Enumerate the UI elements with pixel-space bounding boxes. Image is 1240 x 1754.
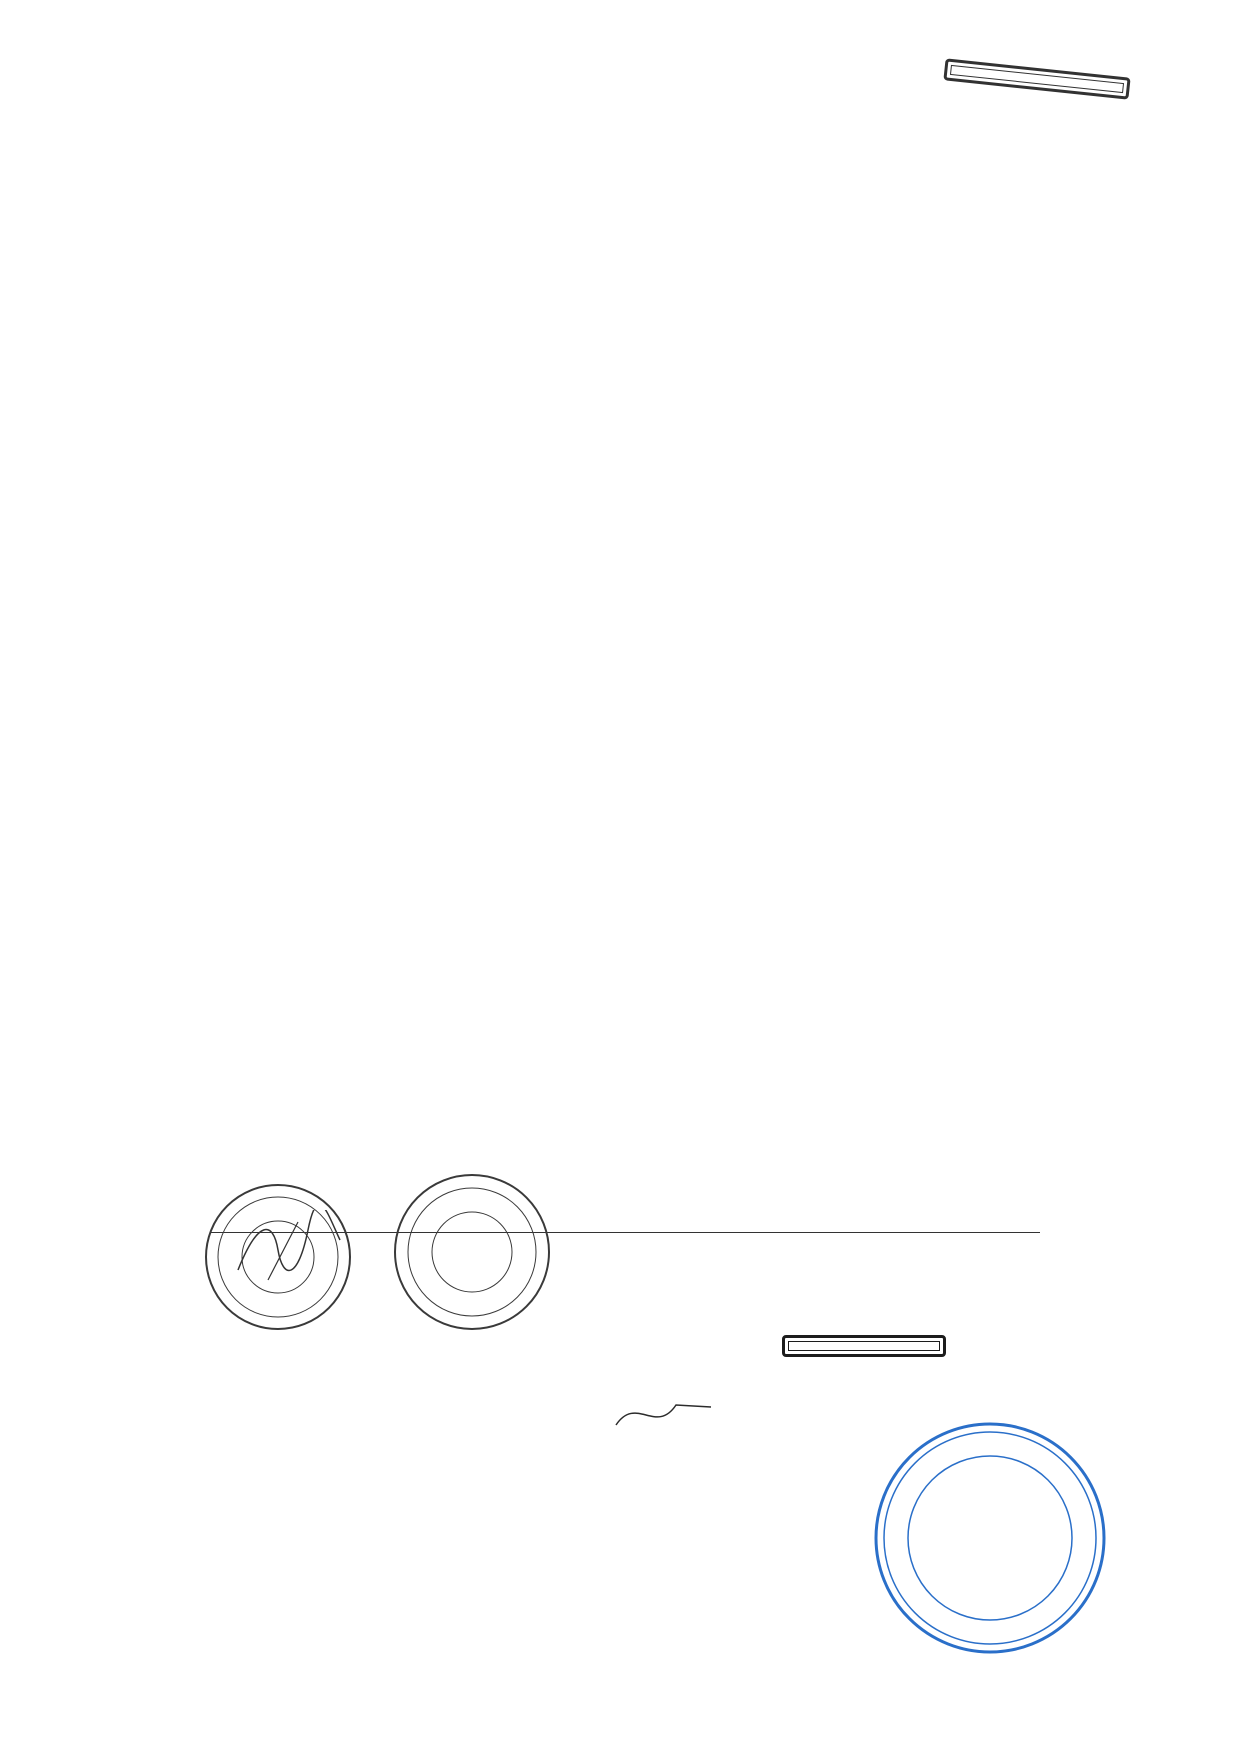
copy-certified-stamp (943, 58, 1130, 99)
declaration-body (207, 246, 1037, 456)
company-seal-2 (392, 1172, 552, 1332)
stamp-line-2 (959, 71, 1114, 87)
manufacturer-section (207, 351, 1037, 373)
basis-section (207, 421, 1037, 443)
produced-per-section (207, 386, 1037, 408)
represented-section (207, 281, 1037, 303)
stamp-line-1 (959, 71, 1114, 87)
handwritten-certification (316, 1385, 736, 1445)
applicant-section (207, 246, 1037, 268)
declares-section (207, 316, 1037, 338)
blue-round-seal (870, 1418, 1110, 1658)
copy-certified-stamp-gray (782, 1335, 946, 1357)
director-signature (228, 1210, 348, 1290)
registration-number (212, 1316, 221, 1337)
qr-code-icon (946, 144, 1042, 240)
